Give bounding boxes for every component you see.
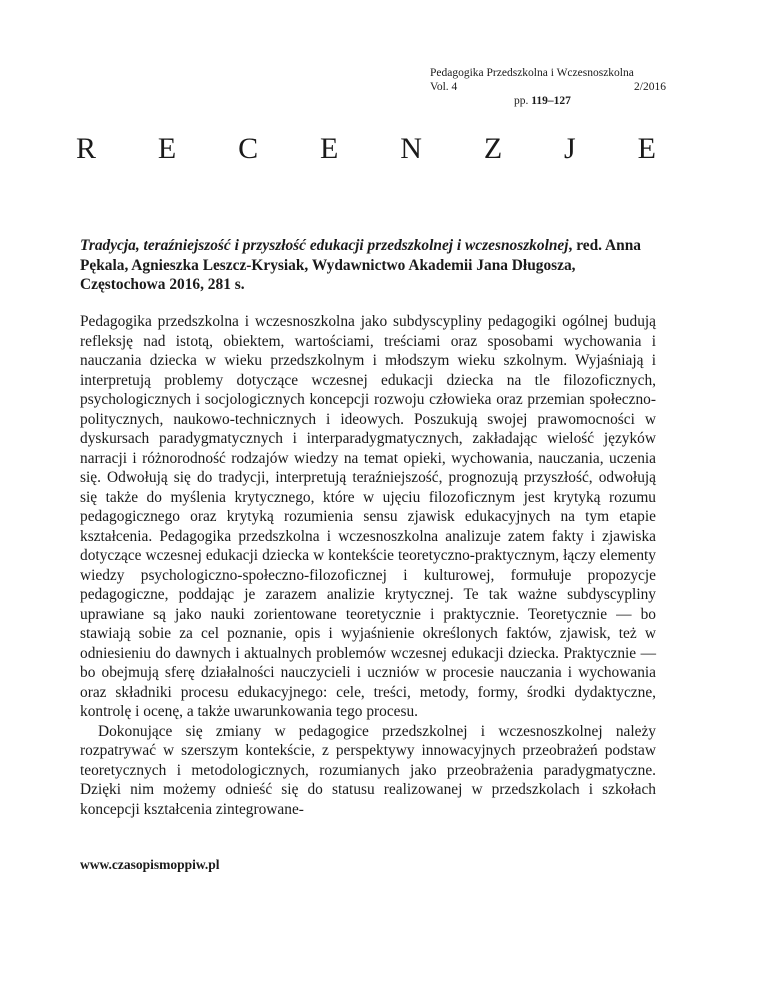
book-title: Tradycja, teraźniejszość i przyszłość edukacji przedszkolnej i wczesnoszkolnej <box>80 237 569 254</box>
review-citation <box>80 236 656 295</box>
section-title <box>76 132 656 166</box>
journal-header <box>430 66 666 108</box>
issue: 2/2016 <box>634 81 666 93</box>
section-letter: Z <box>483 132 503 165</box>
section-letter: C <box>238 132 259 165</box>
volume-issue-row <box>430 80 666 94</box>
book-details: , red. Anna Pękala, Agnieszka Leszcz-Krysiak, Wydawnictwo Akademii Jana Długosza, Częstochowa 2016, 281 s. <box>80 237 641 293</box>
paragraph: Dokonujące się zmiany w pedagogice przedszkolnej i wczesnoszkolnej należy rozpatrywać w szerszym kontekście, z perspektywy innowacyjnych przeobrażeń podstaw teoretycznych i metodologicznych, rozumianych jako przeobrażenia paradygmatyczne. Dzięki nim możemy odnieść się do statusu realizowanej w przedszkolach i szkołach koncepcji kształcenia zintegrowane- <box>80 722 656 818</box>
footer-url[interactable]: www.czasopismoppiw.pl <box>80 857 220 872</box>
section-letter: E <box>637 132 656 165</box>
journal-name: Pedagogika Przedszkolna i Wczesnoszkolna <box>430 67 634 79</box>
review-body <box>80 312 656 819</box>
volume: Vol. 4 <box>430 81 458 93</box>
pages-value: 119–127 <box>531 95 571 107</box>
page-range <box>430 94 666 108</box>
section-letter: R <box>76 132 97 165</box>
pages-label: pp. <box>514 95 532 107</box>
paragraph: Pedagogika przedszkolna i wczesnoszkolna jako subdyscypliny pedagogiki ogólnej budują refleksję nad istotą, obiektem, wartościami, treściami oraz sposobami wychowania i nauczania dziecka w wieku przedszkolnym i młodszym wieku szkolnym. Wyjaśniają i interpretują problemy dotyczące wczesnej edukacji dziecka na tle filozoficznych, psychologicznych i socjologicznych koncepcji rozwoju człowieka oraz przemian społeczno-politycznych, naukowo-technicznych i ideowych. Poszukują swojej prawomocności w dyskursach paradygmatycznych i interparadygmatycznych, zakładając wielość języków narracji i różnorodność rodzajów wiedzy na temat opieki, wychowania, nauczania, uczenia się. Odwołują się do tradycji, interpretują teraźniejszość, prognozują przyszłość, odwołują się także do myślenia krytycznego, które w ujęciu filozoficznym jest krytyką rozumu pedagogicznego oraz krytyką rozumienia sensu zjawisk edukacyjnych na tym etapie kształcenia. Pedagogika przedszkolna i wczesnoszkolna analizuje zatem fakty i zjawiska dotyczące wczesnej edukacji dziecka w kontekście teoretyczno-praktycznym, łączy elementy wiedzy psychologiczno-społeczno-filozoficznej i kulturowej, formułuje propozycje pedagogiczne, poddając je zarazem analizie krytycznej. Te tak ważne subdyscypliny uprawiane są jako nauki zorientowane teoretycznie i praktycznie. Teoretycznie — bo stawiają sobie za cel poznanie, opis i wyjaśnienie określonych faktów, zjawisk, też w odniesieniu do dawnych i aktualnych problemów wczesnej edukacji dziecka. Praktycznie — bo obejmują sferę działalności nauczycieli i uczniów w procesie nauczania i wychowania oraz składniki procesu edukacyjnego: cele, treści, metody, formy, środki dydaktyczne, kontrolę i ocenę, a także uwarunkowania tego procesu. <box>80 313 656 720</box>
section-letter: J <box>564 132 576 165</box>
section-letter: E <box>320 132 339 165</box>
section-letter: E <box>157 132 177 165</box>
section-letter: N <box>400 132 422 165</box>
